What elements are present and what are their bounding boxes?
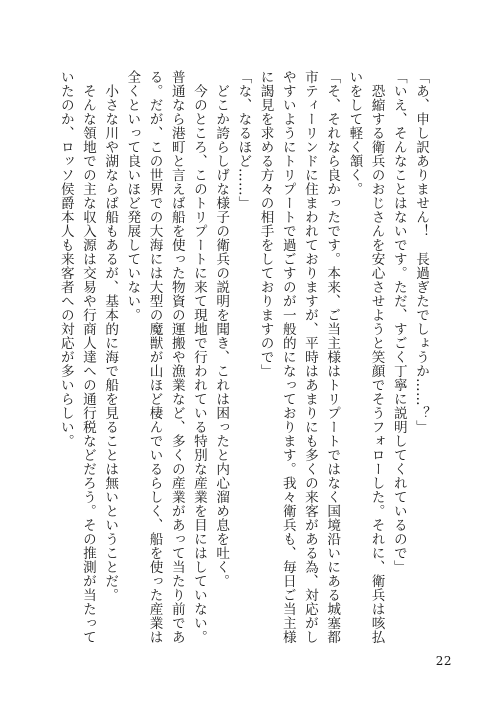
paragraph: 小さな川や湖ならば船もあるが、基本的に海で船を見ることは無いということだ。 (102, 70, 119, 602)
page-number: 22 (435, 654, 452, 668)
paragraph: どこか誇らしげな様子の衛兵の説明を聞き、これは困ったと内心溜め息を吐く。 (213, 70, 230, 588)
body-text (57, 70, 432, 650)
paragraph: 「あ、申し訳ありません！ 長過ぎたでしょうか……？」 (413, 70, 429, 434)
paragraph: 「な、なるほど……」 (235, 70, 252, 210)
paragraph: 「いえ、そんなことはないです。ただ、すごく丁寧に説明してくれているので」 (390, 70, 407, 574)
paragraph: 今のところ、このトリプートに来て現地で行われている特別な産業を目にはしていない。普通なら港町と言えば船を使った物資の運搬や漁業など、多くの産業があって当たり前である。だが、この世界での大海には大型の魔獣が山ほど棲んでいるらしく、船を使った産業は全くといって良いほど発展していない。 (124, 70, 207, 644)
paragraph: そんな領地での主な収入源は交易や行商人達への通行税などだろう。その推測が当たっていたのか、ロッソ侯爵本人も来客者への対応が多いらしい。 (57, 70, 96, 644)
paragraph: 「そ、それなら良かったです。本来、ご当主様はトリプートではなく国境沿いにある城塞都市ティーリンドに住まわれておりますが、平時はあまりにも多くの来客がある為、対応がしやすいようにトリプートで過ごすのが一般的になっております。我々衛兵も、毎日ご当主様に謁見を求める方々の相手をしておりますので」 (257, 70, 341, 644)
paragraph: 恐縮する衛兵のおじさんを安心させようと笑顔でそうフォローした。それに、衛兵は咳払いをして軽く頷く。 (346, 70, 385, 644)
